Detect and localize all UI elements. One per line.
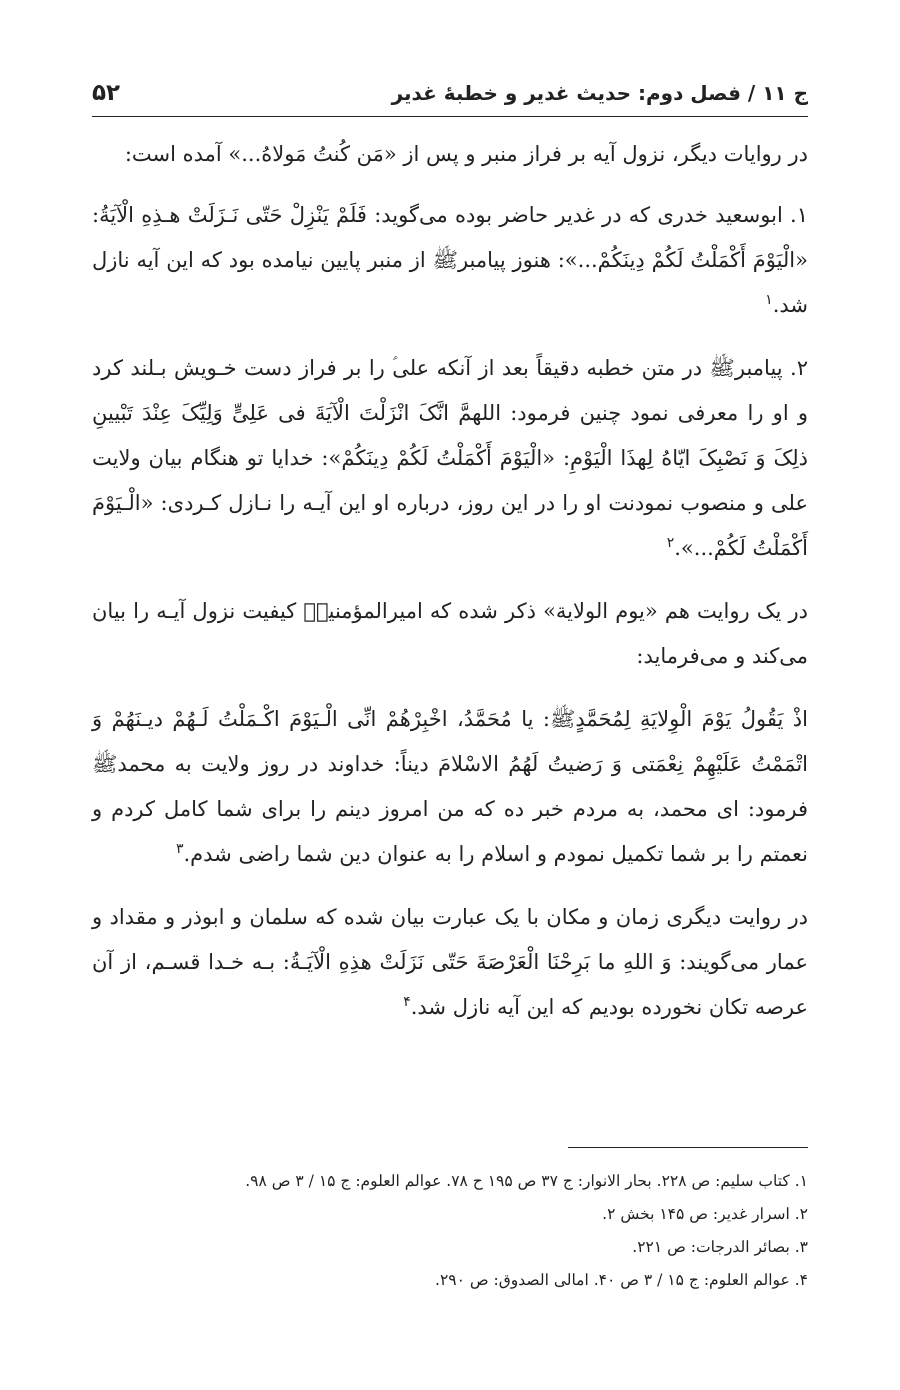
page-header — [92, 70, 808, 117]
footnote-divider — [568, 1147, 808, 1148]
footnote-ref-2[interactable]: ۲ — [666, 535, 675, 551]
footnote-item: ۱. کتاب سلیم: ص ۲۲۸. بحار الانوار: ج ۳۷ ص ۱۹۵ ح ۷۸. عوالم العلوم: ج ۱۵ / ۳ ص ۹۸. — [245, 1172, 808, 1190]
footnote-item: ۴. عوالم العلوم: ج ۱۵ / ۳ ص ۴۰. امالی الصدوق: ص ۲۹۰. — [435, 1271, 808, 1289]
paragraph-sermon: ۲. پیامبرﷺ در متن خطبه دقیقاً بعد از آنکه علی‌ؑ را بر فراز دست خـویش بـلند کرد و او را معرفی نمود چنین فرمود: اللهمَّ انَّکَ انْزَلْتَ الْآیَةَ فی عَلِیٍّ وَلِیِّکَ عِنْدَ تَبْیینِ ذلِکَ وَ نَصْبِکَ ایّاهُ لِهذَا الْیَوْمِ: «الْیَوْمَ أَکْمَلْتُ لَکُمْ دِینَکُمْ»: خدایا تو هنگام بیان ولایت علی و منصوب نمودنت او را در این روز، درباره او این آیـه را نـازل کـردی: «الْـیَوْمَ أَکْمَلْتُ لَکُمْ...».$^۲$ — [92, 356, 808, 560]
running-title: ج ۱۱ / فصل دوم: حدیث غدیر و خطبهٔ غدیر — [391, 81, 808, 105]
paragraph-intro: در روایات دیگر، نزول آیه بر فراز منبر و پس از «مَن کُنتُ مَولاهُ...» آمده است: — [124, 142, 808, 166]
footnote-item: ۲. اسرار غدیر: ص ۱۴۵ بخش ۲. — [602, 1205, 808, 1223]
footnotes — [92, 1165, 808, 1297]
footnote-ref-1[interactable]: ۱ — [765, 292, 773, 308]
body-text — [92, 132, 808, 1048]
footnote-ref-3[interactable]: ۳ — [175, 841, 184, 857]
footnote-item: ۳. بصائر الدرجات: ص ۲۲۱. — [632, 1238, 808, 1256]
paragraph-hadith-quote: اذْ یَقُولُ یَوْمَ الْوِلایَةِ لِمُحَمَّدٍﷺ: یا مُحَمَّدُ، اخْبِرْهُمْ انِّی الْـیَوْمَ اکْـمَلْتُ لَـهُمْ دیـنَهُمْ وَ اتْمَمْتُ عَلَیْهِمْ نِعْمَتی وَ رَضیتُ لَهُمُ الاسْلامَ دیناً: خداوند در روز ولایت به محمدﷺ فرمود: ای محمد، به مردم خبر ده که من امروز دینم را برای شما کامل کردم و نعمتم را بر شما تکمیل نمودم و اسلام را به عنوان دین شما راضی شدم.$^۳$ — [92, 707, 808, 866]
paragraph-wilayah-day: در یک روایت هم «یوم الولایة» ذکر شده که امیرالمؤمنینؑ کیفیت نزول آیـه را بیان می‌کند و می‌فرماید: — [92, 599, 808, 668]
page-number: ۵۲ — [92, 80, 121, 106]
paragraph-salman-narration: در روایت دیگری زمان و مکان با یک عبارت بیان شده که سلمان و ابوذر و مقداد و عمار می‌گویند: وَ اللهِ ما بَرِحْنَا الْعَرْصَةَ حَتّی نَزَلَتْ هذِهِ الْآیَـةُ: بـه خـدا قسـم، از آن عرصه تکان نخورده بودیم که این آیه نازل شد.$^۴$ — [92, 905, 808, 1019]
paragraph-abusaeed: ۱. ابوسعید خدری که در غدیر حاضر بوده می‌گوید: فَلَمْ یَنْزِلْ حَتّی نَـزَلَتْ هـذِهِ الْآیَةُ: «الْیَوْمَ أَکْمَلْتُ لَکُمْ دِینَکُمْ...»: هنوز پیامبرﷺ از منبر پایین نیامده بود که این آیه نازل شد.$^۱$ — [92, 203, 808, 317]
footnote-ref-4[interactable]: ۴ — [403, 994, 411, 1010]
